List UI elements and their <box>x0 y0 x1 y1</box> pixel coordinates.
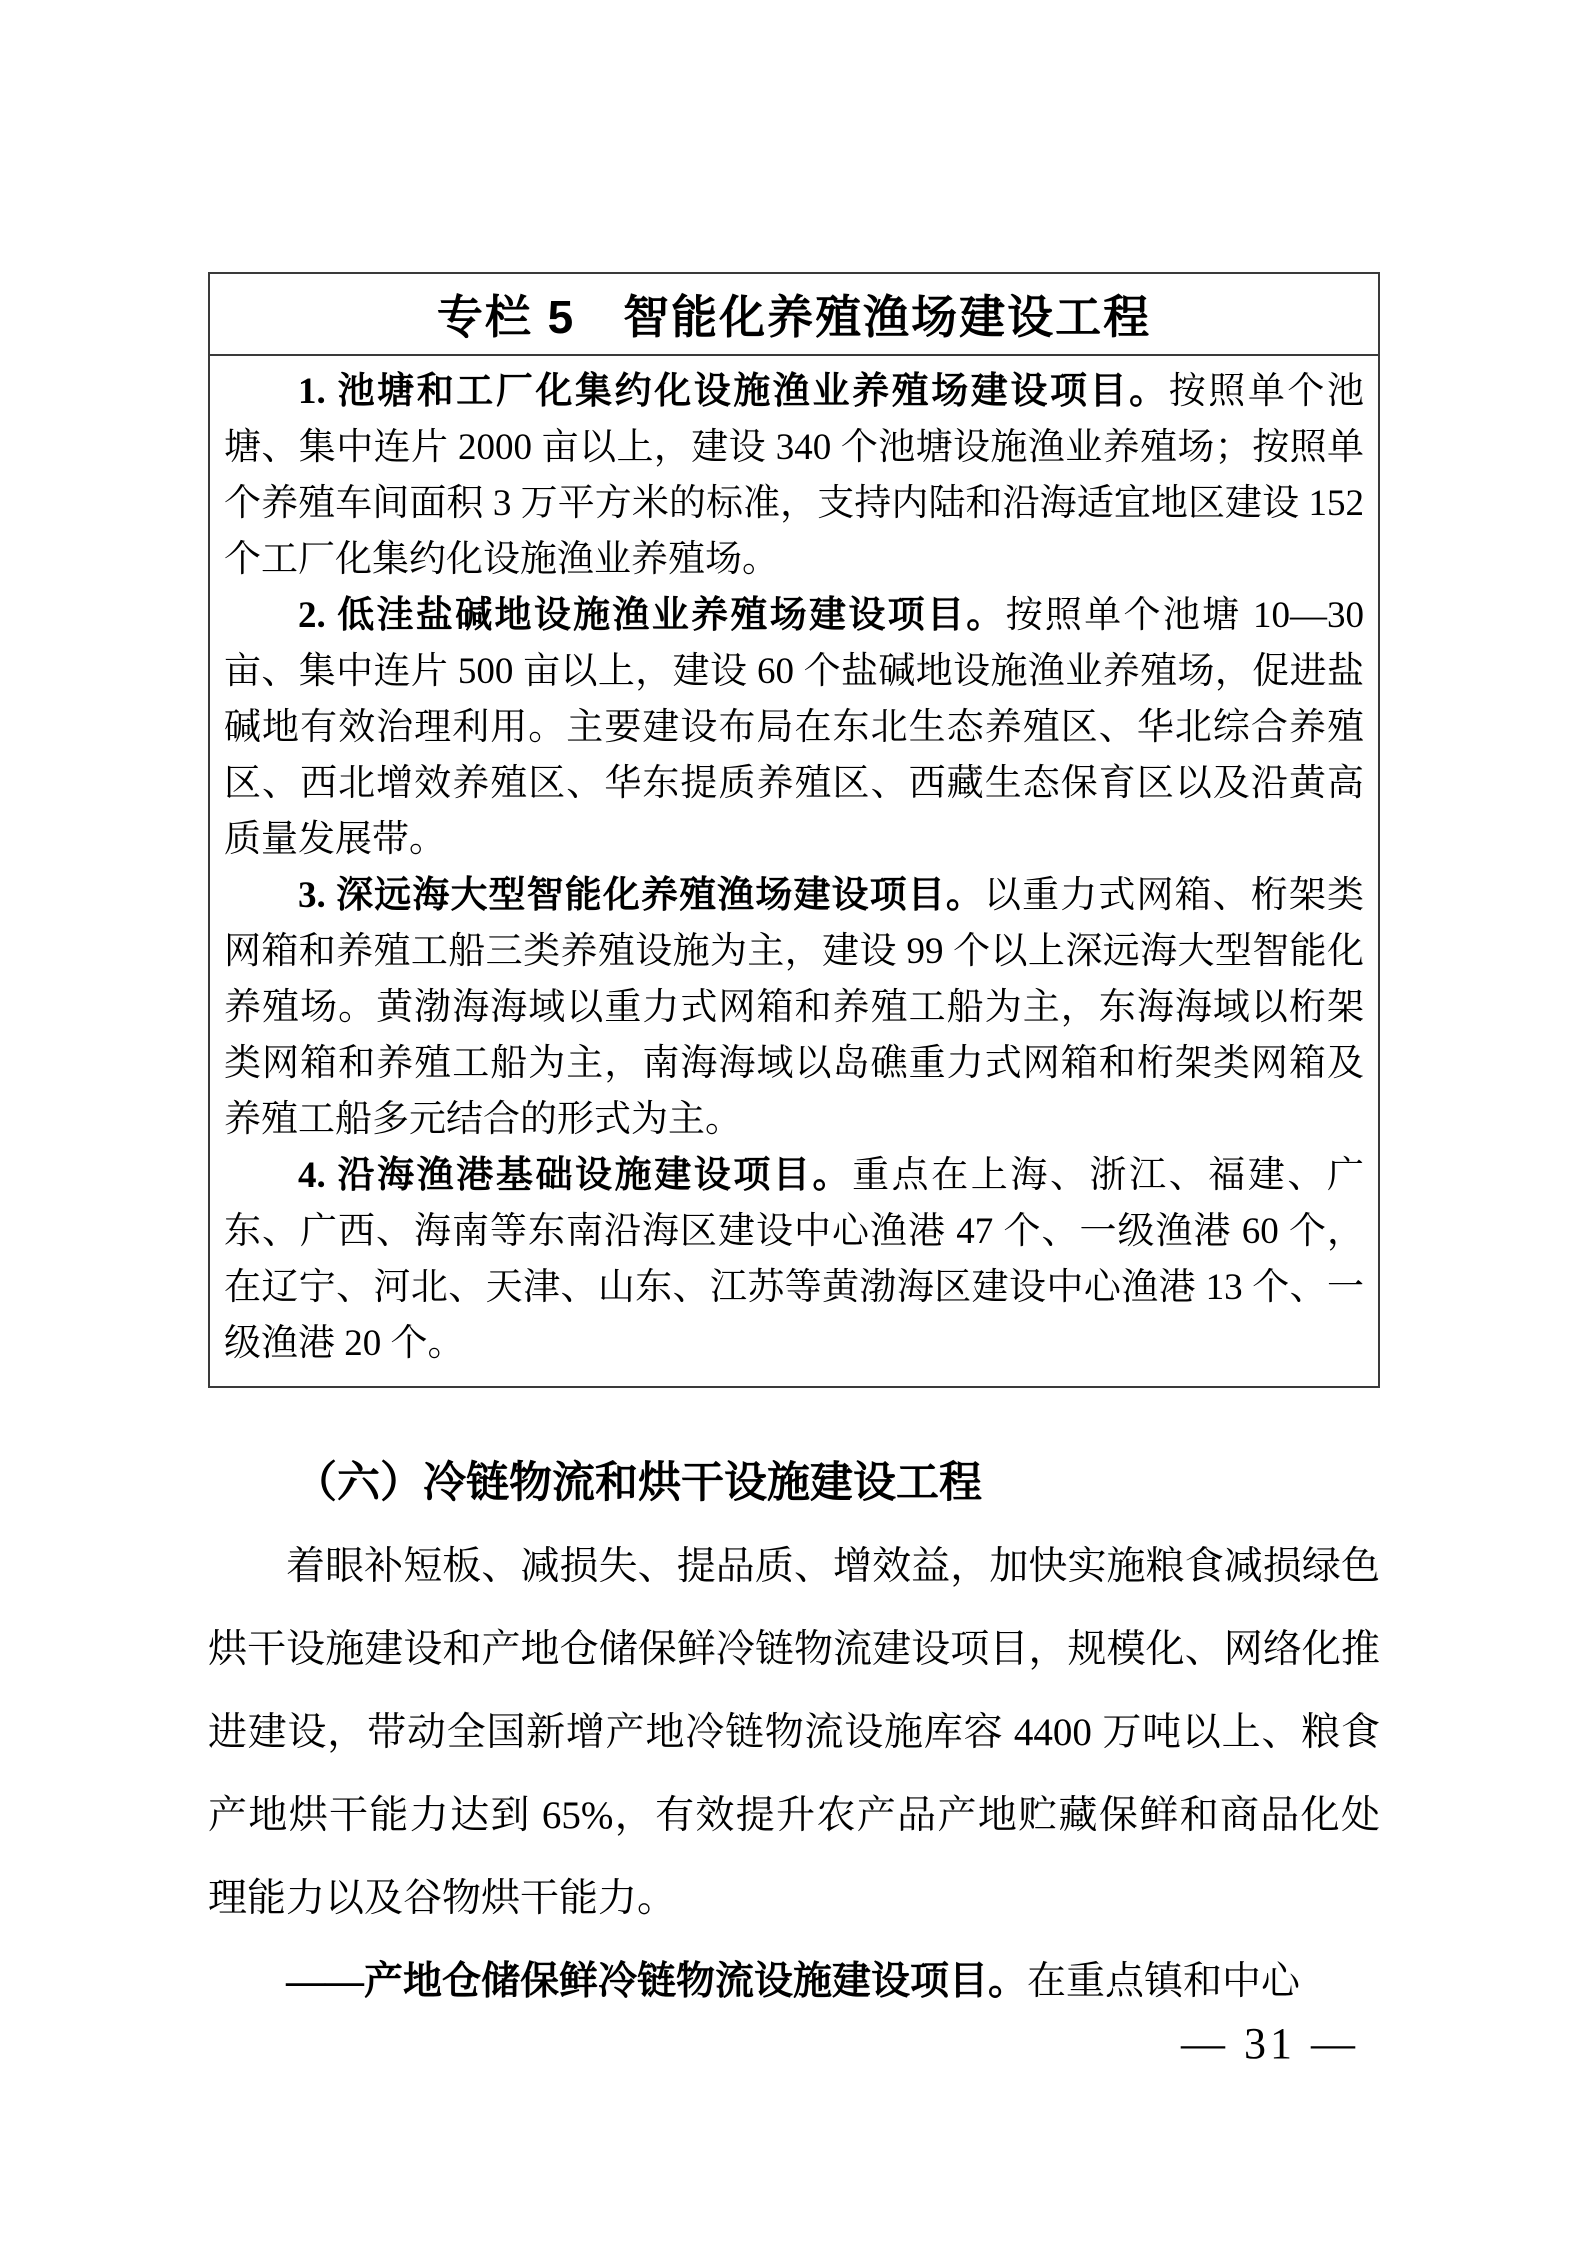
panel-item-4-lead: 4. 沿海渔港基础设施建设项目。 <box>298 1155 853 1196</box>
section-heading: （六）冷链物流和烘干设施建设工程 <box>294 1460 982 1507</box>
panel-item-2-lead: 2. 低洼盐碱地设施渔业养殖场建设项目。 <box>298 595 1006 636</box>
panel-item-2 <box>224 588 1364 868</box>
page-number: — 31 — <box>1181 2019 1359 2068</box>
subsection-lead: ——产地仓储保鲜冷链物流设施建设项目。 <box>286 1960 1028 2003</box>
panel-body <box>210 356 1378 1386</box>
section-paragraph: 着眼补短板、减损失、提品质、增效益，加快实施粮食减损绿色烘干设施建设和产地仓储保鲜冷链物流建设项目，规模化、网络化推进建设，带动全国新增产地冷链物流设施库容 4400 万吨以上、粮食产地烘干能力达到 65%，有效提升农产品产地贮藏保鲜和商品化处理能力以及谷物烘干能力。 <box>208 1545 1380 1920</box>
panel-item-3 <box>224 868 1364 1148</box>
panel-item-1-lead: 1. 池塘和工厂化集约化设施渔业养殖场建设项目。 <box>298 371 1169 412</box>
panel-item-1-body: 按照单个池塘、集中连片 2000 亩以上，建设 340 个池塘设施渔业养殖场；按照单个养殖车间面积 3 万平方米的标准，支持内陆和沿海适宜地区建设 152 个工厂化集约化设施渔业养殖场。 <box>224 371 1365 580</box>
panel-item-4-body: 重点在上海、浙江、福建、广东、广西、海南等东南沿海区建设中心渔港 47 个、一级渔港 60 个，在辽宁、河北、天津、山东、江苏等黄渤海区建设中心渔港 13 个、一级渔港 20 个。 <box>224 1155 1365 1364</box>
panel-title: 专栏 5 智能化养殖渔场建设工程 <box>210 274 1378 356</box>
highlight-box-zhuanlan-5 <box>208 272 1380 1388</box>
panel-item-1 <box>224 364 1364 588</box>
subsection-body: 在重点镇和中心 <box>1027 1960 1301 2003</box>
section-six <box>208 1442 1380 2023</box>
panel-item-3-body: 以重力式网箱、桁架类网箱和养殖工船三类养殖设施为主，建设 99 个以上深远海大型智能化养殖场。黄渤海海域以重力式网箱和养殖工船为主，东海海域以桁架类网箱和养殖工船为主，南海海域以岛礁重力式网箱和桁架类网箱及养殖工船多元结合的形式为主。 <box>224 875 1364 1140</box>
panel-item-4 <box>224 1148 1364 1372</box>
panel-item-2-body: 按照单个池塘 10—30 亩、集中连片 500 亩以上，建设 60 个盐碱地设施渔业养殖场，促进盐碱地有效治理利用。主要建设布局在东北生态养殖区、华北综合养殖区、西北增效养殖区、华东提质养殖区、西藏生态保育区以及沿黄高质量发展带。 <box>224 595 1365 860</box>
panel-item-3-lead: 3. 深远海大型智能化养殖渔场建设项目。 <box>298 875 984 916</box>
page-content <box>208 272 1380 2023</box>
